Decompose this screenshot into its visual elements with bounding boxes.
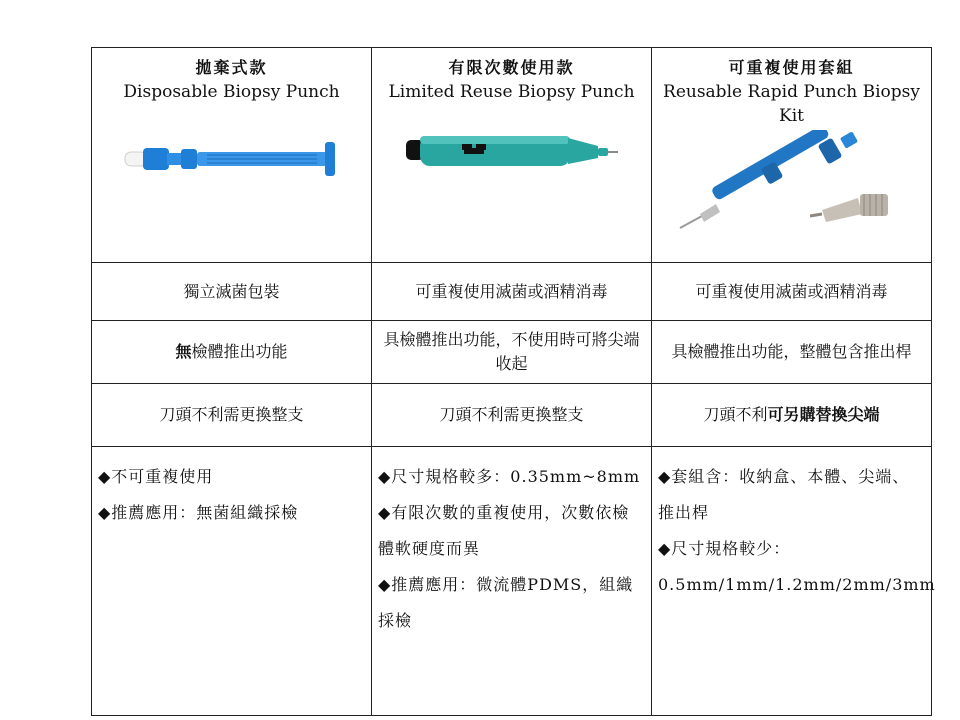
note-item: ◆有限次數的重複使用，次數依檢體軟硬度而異 [378, 503, 630, 558]
notes-limited-reuse [372, 447, 652, 716]
ejection-limited-reuse: 具檢體推出功能，不使用時可將尖端收起 [372, 321, 652, 384]
blade-limited-reuse: 刀頭不利需更換整支 [372, 384, 652, 447]
ejection-disposable [92, 321, 372, 384]
notes-disposable [92, 447, 372, 716]
header-en: Limited Reuse Biopsy Punch [388, 82, 635, 102]
blade-reusable-kit [652, 384, 932, 447]
packaging-row [92, 263, 932, 321]
blade-emphasis: 可另購替換尖端 [767, 405, 880, 424]
note-item: ◆不可重複使用 [98, 467, 214, 486]
header-row [92, 48, 932, 263]
comparison-table [91, 47, 936, 716]
reusable-punch-kit-image [672, 130, 912, 242]
header-disposable [92, 48, 372, 263]
packaging-limited-reuse: 可重複使用滅菌或酒精消毒 [372, 263, 652, 321]
packaging-reusable-kit: 可重複使用滅菌或酒精消毒 [652, 263, 932, 321]
packaging-disposable: 獨立滅菌包裝 [92, 263, 372, 321]
limited-reuse-punch-image [392, 118, 632, 180]
header-reusable-kit [652, 48, 932, 263]
header-zh: 有限次數使用款 [448, 58, 575, 77]
note-item: ◆尺寸規格較多：0.35mm~8mm [378, 467, 641, 486]
note-item: ◆尺寸規格較少：0.5mm/1mm/1.2mm/2mm/3mm [658, 539, 936, 594]
header-en: Disposable Biopsy Punch [123, 82, 340, 102]
ejection-reusable-kit: 具檢體推出功能，整體包含推出桿 [652, 321, 932, 384]
ejection-text: 檢體推出功能 [191, 342, 288, 361]
header-zh: 可重複使用套組 [728, 58, 855, 77]
note-item: ◆推薦應用：微流體PDMS，組織採檢 [378, 575, 634, 630]
disposable-punch-image [117, 118, 347, 188]
note-item: ◆套組含：收納盒、本體、尖端、推出桿 [658, 467, 910, 522]
blade-text: 刀頭不利 [703, 405, 768, 424]
blade-disposable: 刀頭不利需更換整支 [92, 384, 372, 447]
note-item: ◆推薦應用：無菌組織採檢 [98, 503, 299, 522]
notes-row [92, 447, 932, 716]
blade-row [92, 384, 932, 447]
header-zh: 拋棄式款 [195, 58, 268, 77]
header-limited-reuse [372, 48, 652, 263]
ejection-emphasis: 無 [175, 342, 192, 361]
ejection-row [92, 321, 932, 384]
header-en: Reusable Rapid Punch Biopsy Kit [663, 82, 920, 126]
notes-reusable-kit [652, 447, 936, 716]
